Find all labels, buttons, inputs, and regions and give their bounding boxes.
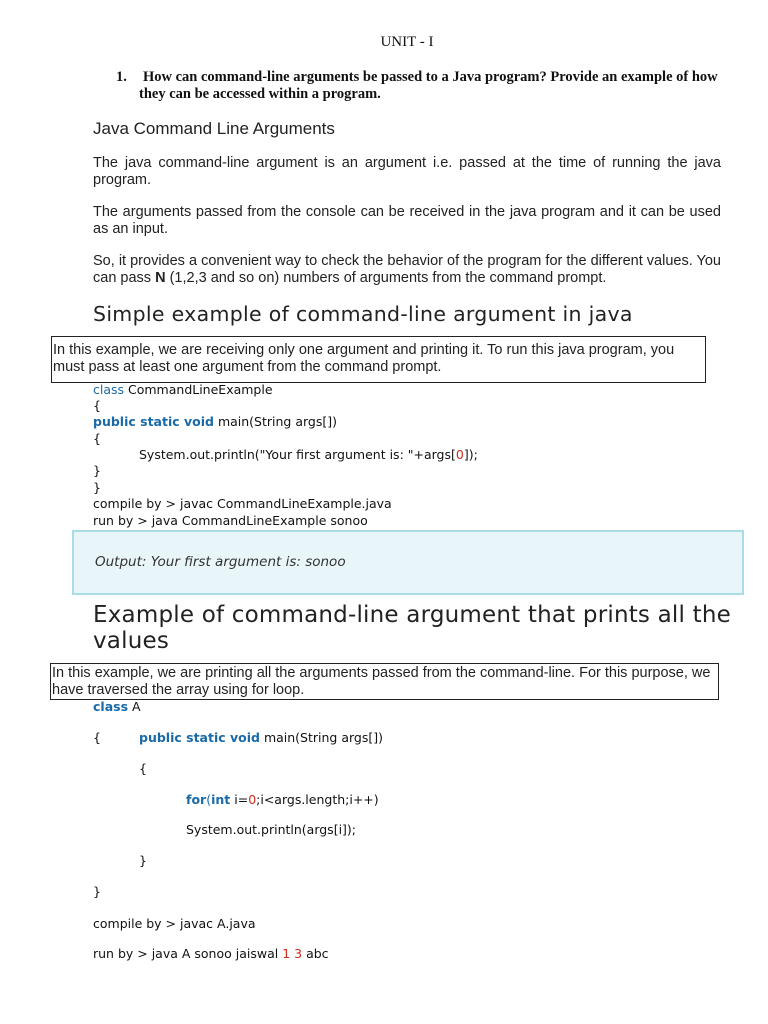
code-text: main(String args[]) bbox=[259, 730, 383, 745]
code-text: ;i<args.length;i++) bbox=[256, 792, 379, 807]
code-text: CommandLineExample bbox=[124, 382, 273, 397]
code-line: { bbox=[93, 398, 101, 413]
compile-command: compile by > javac CommandLineExample.java bbox=[93, 496, 392, 511]
code-line: } bbox=[93, 463, 101, 478]
code-line: } bbox=[93, 884, 101, 899]
code-number: 1 3 bbox=[282, 946, 303, 961]
run-command: run by > java CommandLineExample sonoo bbox=[93, 513, 368, 528]
code-text: abc bbox=[302, 946, 329, 961]
code-keyword: public static void bbox=[139, 730, 260, 745]
code-text: System.out.println("Your first argument is: "+args[ bbox=[139, 447, 456, 462]
paragraph-3 bbox=[93, 253, 721, 286]
paragraph-1: The java command-line argument is an argument i.e. passed at the time of running the java program. bbox=[93, 155, 721, 188]
code-line bbox=[93, 414, 337, 429]
code-text: ]); bbox=[463, 447, 478, 462]
question-number: 1. bbox=[116, 69, 127, 85]
question-text: How can command-line arguments be passed to a Java program? Provide an example of how they can be accessed within a program. bbox=[139, 69, 718, 102]
output-box bbox=[72, 530, 744, 595]
code-text: main(String args[]) bbox=[213, 414, 337, 429]
code-text: A bbox=[128, 699, 141, 714]
paragraph-2: The arguments passed from the console can be received in the java program and it can be used as an input. bbox=[93, 204, 721, 237]
code-line: } bbox=[139, 853, 147, 868]
code-line: } bbox=[93, 480, 101, 495]
paragraph-3-bold: N bbox=[155, 269, 166, 286]
paragraph-3-post: (1,2,3 and so on) numbers of arguments from the command prompt. bbox=[165, 269, 607, 286]
code-line bbox=[186, 792, 379, 807]
code-keyword: class bbox=[93, 382, 125, 397]
code-keyword: int bbox=[211, 792, 231, 807]
code-line bbox=[93, 699, 141, 714]
code-line: { bbox=[139, 761, 147, 776]
code-line bbox=[139, 447, 478, 462]
code-line bbox=[139, 730, 383, 745]
code-line: { bbox=[93, 431, 101, 446]
example2-heading: Example of command-line argument that prints all the values bbox=[93, 602, 731, 654]
code-text: run by > java A sonoo jaiswal bbox=[93, 946, 283, 961]
code-keyword: class bbox=[93, 699, 129, 714]
paragraph-3-pre: So, it provides a convenient way to check the behavior of the program for the different values. You can pass bbox=[93, 253, 721, 286]
example2-description-box: In this example, we are printing all the arguments passed from the command-line. For this purpose, we have traversed the array using for loop. bbox=[50, 663, 719, 700]
code-line: { bbox=[93, 730, 101, 745]
section-heading: Java Command Line Arguments bbox=[93, 119, 335, 138]
compile-command: compile by > javac A.java bbox=[93, 916, 256, 931]
example1-heading: Simple example of command-line argument in java bbox=[93, 302, 633, 326]
code-line: System.out.println(args[i]); bbox=[186, 822, 357, 837]
example1-description-box: In this example, we are receiving only one argument and printing it. To run this java program, you must pass at least one argument from the command prompt. bbox=[51, 336, 706, 383]
run-command bbox=[93, 946, 329, 961]
code-number: 0 bbox=[248, 792, 257, 807]
code-number: 0 bbox=[455, 447, 464, 462]
code-paren: ( bbox=[206, 792, 212, 807]
code-text: i= bbox=[230, 792, 249, 807]
code-keyword: public static void bbox=[93, 414, 214, 429]
code-keyword: for bbox=[186, 792, 207, 807]
unit-title: UNIT - I bbox=[380, 34, 434, 50]
output-text: Output: Your first argument is: sonoo bbox=[95, 554, 346, 570]
code-line bbox=[93, 382, 273, 397]
